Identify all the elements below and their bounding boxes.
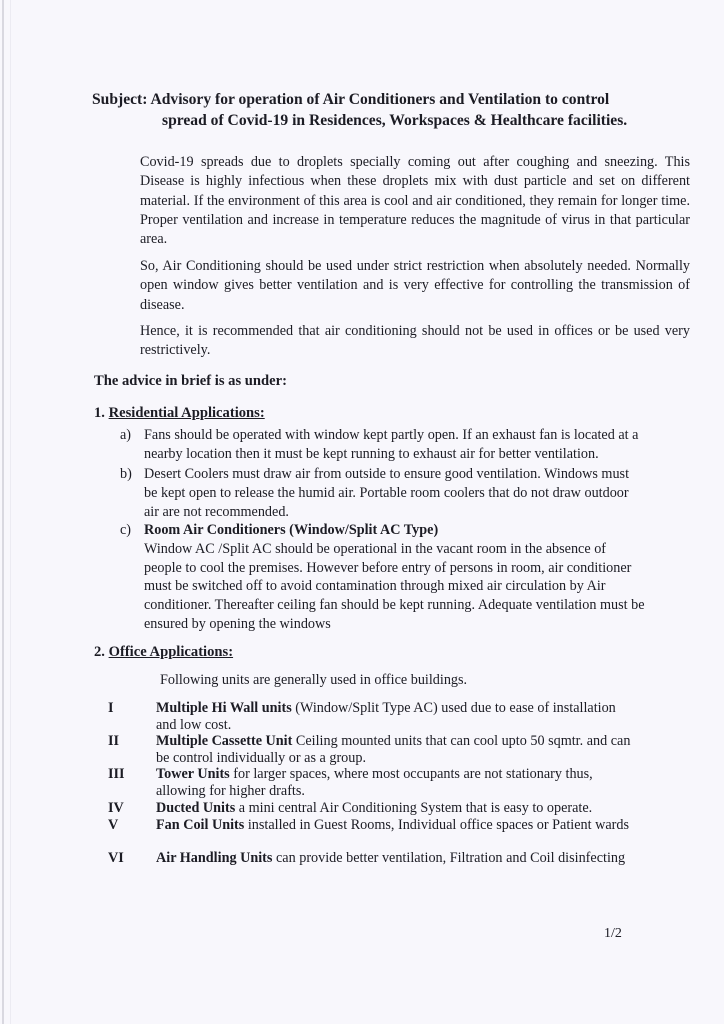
- unit-numeral: III: [108, 766, 125, 782]
- unit-name: Tower Units: [156, 766, 230, 782]
- unit-description: for larger spaces, where most occupants are not stationary thus, allowing for higher drafts.: [156, 766, 593, 799]
- paragraph-1: Covid-19 spreads due to droplets specially coming out after coughing and sneezing. This Disease is highly infectious when these droplets mix with dust particle and set on different material. If the environment of this area is cool and air conditioned, they remain for longer time. Proper ventilation and increase in temperature reduces the magnitude of virus in that particular area.: [140, 154, 690, 248]
- unit-description: a mini central Air Conditioning System that is easy to operate.: [235, 800, 593, 816]
- list-marker: c): [120, 522, 132, 538]
- unit-name: Fan Coil Units: [156, 817, 245, 833]
- unit-item: [108, 733, 638, 766]
- list-item: [120, 426, 645, 464]
- unit-numeral: V: [108, 817, 119, 833]
- list-item-title: Room Air Conditioners (Window/Split AC Type): [144, 522, 439, 538]
- list-item-text: Fans should be operated with window kept partly open. If an exhaust fan is located at a nearby location then it must be kept running to exhaust air for better ventilation.: [144, 427, 639, 462]
- unit-numeral: II: [108, 733, 120, 749]
- unit-name: Multiple Cassette Unit: [156, 733, 293, 749]
- unit-item: [108, 817, 638, 834]
- unit-numeral: IV: [108, 800, 124, 816]
- paragraph-2: So, Air Conditioning should be used under strict restriction when absolutely needed. Normally open window gives better ventilation and is very effective for controlling the transmission of disease.: [140, 258, 690, 313]
- unit-description: Ceiling mounted units that can cool upto 50 sqmtr. and can be control individually or as a group.: [156, 733, 631, 766]
- unit-name: Multiple Hi Wall units: [156, 700, 292, 716]
- section-2-number: 2.: [94, 644, 105, 660]
- list-item-text: Window AC /Split AC should be operational in the vacant room in the absence of people to cool the premises. However before entry of persons in room, air conditioner must be switched off to avoid contamination through mixed air circulation by Air conditioner. Thereafter ceiling fan should be kept running. Adequate ventilation must be ensured by opening the windows: [144, 540, 645, 632]
- list-item: [120, 521, 645, 634]
- section-1-number: 1.: [94, 405, 105, 421]
- unit-name: Ducted Units: [156, 800, 236, 816]
- list-marker: a): [120, 427, 132, 443]
- unit-numeral: I: [108, 700, 114, 716]
- unit-item: [108, 700, 638, 733]
- unit-description: (Window/Split Type AC) used due to ease of installation and low cost.: [156, 700, 616, 733]
- unit-item: [108, 800, 638, 817]
- advice-heading: The advice in brief is as under:: [94, 373, 287, 389]
- list-item: [120, 465, 645, 521]
- page-edge-line: [10, 0, 11, 1024]
- unit-numeral: VI: [108, 850, 124, 866]
- list-item-text: Desert Coolers must draw air from outside to ensure good ventilation. Windows must be kept open to release the humid air. Portable room coolers that do not draw outdoor air are not recommended.: [144, 466, 630, 520]
- unit-description: installed in Guest Rooms, Individual office spaces or Patient wards: [244, 817, 629, 833]
- list-marker: b): [120, 466, 132, 482]
- section-2-heading: [94, 644, 233, 661]
- page-edge-shadow: [2, 0, 4, 1024]
- paragraph-3: Hence, it is recommended that air conditioning should not be used in offices or be used very restrictively.: [140, 323, 690, 359]
- subject-line-2: spread of Covid-19 in Residences, Workspaces & Healthcare facilities.: [162, 112, 628, 129]
- section-1-title: Residential Applications:: [108, 405, 265, 421]
- subject-heading: [92, 89, 652, 131]
- unit-item: [108, 850, 638, 867]
- unit-item: [108, 766, 638, 799]
- page-number: 1/2: [604, 926, 622, 941]
- section-1-heading: [94, 405, 265, 422]
- section-2-intro: Following units are generally used in office buildings.: [160, 672, 468, 688]
- section-2-title: Office Applications:: [108, 644, 234, 660]
- unit-name: Air Handling Units: [156, 850, 273, 866]
- unit-description: can provide better ventilation, Filtration and Coil disinfecting: [272, 850, 626, 866]
- subject-line-1: Subject: Advisory for operation of Air Conditioners and Ventilation to control: [92, 91, 610, 108]
